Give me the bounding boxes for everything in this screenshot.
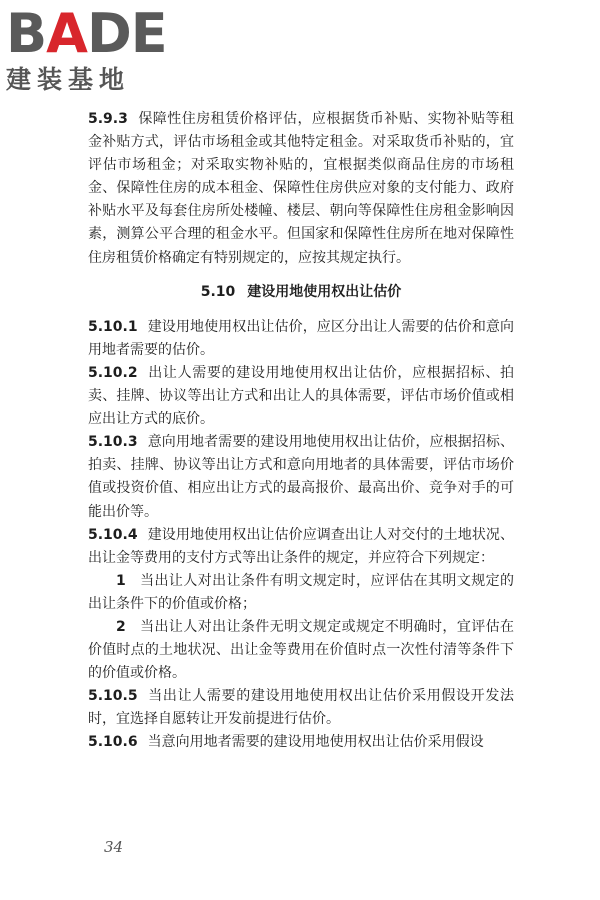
document-body: [88, 108, 514, 755]
clause-number: 5.10.1: [88, 318, 138, 335]
clause-number: 5.10.3: [88, 434, 138, 451]
section-number: 5.10: [200, 283, 236, 300]
clause-number: 5.10.5: [88, 688, 138, 705]
item-text: 当出让人对出让条件有明文规定时，应评估在其明文规定的出让条件下的价值或价格；: [88, 572, 514, 612]
clause-5-10-6: [88, 731, 514, 754]
item-number: 1: [116, 572, 126, 589]
clause-5-10-5: [88, 685, 514, 731]
clause-5-10-2: [88, 362, 514, 431]
logo-wordmark: BADE: [6, 2, 167, 65]
section-heading-5-10: [88, 281, 514, 304]
item-text: 当出让人对出让条件无明文规定或规定不明确时，宜评估在价值时点的土地状况、出让金等费用在价值时点一次性付清等条件下的价值或价格。: [88, 618, 514, 682]
logo-accent-letter: A: [46, 2, 87, 65]
clause-text: 建设用地使用权出让估价应调查出让人对交付的土地状况、出让金等费用的支付方式等出让条件的规定，并应符合下列规定：: [88, 526, 514, 566]
clause-number: 5.9.3: [88, 111, 128, 127]
clause-number: 5.10.4: [88, 526, 138, 543]
clause-5-10-4: [88, 524, 514, 570]
clause-text: 当意向用地者需要的建设用地使用权出让估价采用假设: [147, 734, 484, 751]
page-number: 34: [104, 838, 124, 856]
clause-text: 当出让人需要的建设用地使用权出让估价采用假设开发法时，宜选择自愿转让开发前提进行估价。: [88, 688, 514, 728]
clause-text: 出让人需要的建设用地使用权出让估价，应根据招标、拍卖、挂牌、协议等出让方式和出让人的具体需要，评估市场价值或相应出让方式的底价。: [88, 364, 514, 428]
clause-text: 保障性住房租赁价格评估，应根据货币补贴、实物补贴等租金补贴方式，评估市场租金或其他特定租金。对采取货币补贴的，宜评估市场租金；对采取实物补贴的，宜根据类似商品住房的市场租金、保障性住房的成本租金、保障性住房供应对象的支付能力、政府补贴水平及每套住房所处楼幢、楼层、朝向等保障性住房租金影响因素，测算公平合理的租金水平。但国家和保障性住房所在地对保障性住房租赁价格确定有特别规定的，应按其规定执行。: [88, 111, 514, 266]
logo-subtitle: 建装基地: [6, 65, 131, 94]
section-title: 建设用地使用权出让估价: [247, 283, 402, 300]
clause-number: 5.10.2: [88, 364, 138, 381]
clause-5-9-3: [88, 108, 514, 270]
clause-text: 建设用地使用权出让估价，应区分出让人需要的估价和意向用地者需要的估价。: [88, 318, 514, 358]
clause-5-10-4-item-2: [88, 616, 514, 685]
clause-text: 意向用地者需要的建设用地使用权出让估价，应根据招标、拍卖、挂牌、协议等出让方式和意向用地者的具体需要，评估市场价值或投资价值、相应出让方式的最高报价、最高出价、竞争对手的可能出价等。: [88, 434, 514, 520]
clause-5-10-1: [88, 316, 514, 362]
item-number: 2: [116, 618, 126, 635]
clause-5-10-4-item-1: [88, 570, 514, 616]
logo: [6, 4, 178, 96]
clause-5-10-3: [88, 431, 514, 523]
clause-number: 5.10.6: [88, 734, 138, 751]
